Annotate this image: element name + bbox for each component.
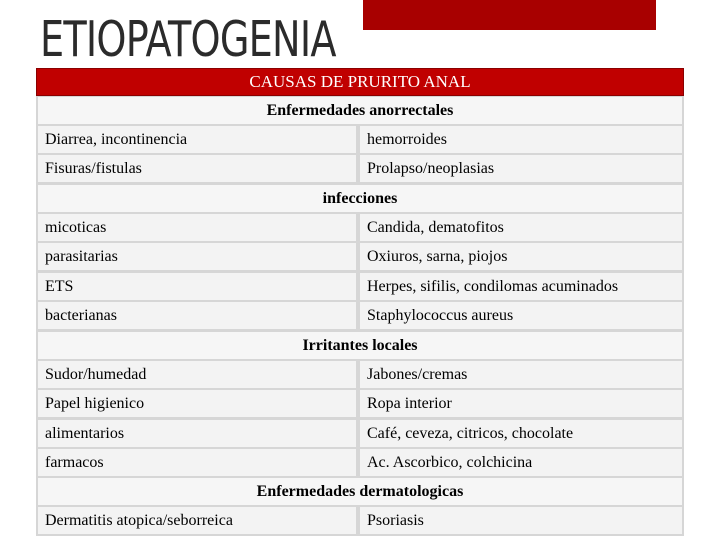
cause-category: Diarrea, incontinencia xyxy=(38,126,356,153)
cause-example: Jabones/cremas xyxy=(360,361,682,388)
table-header xyxy=(36,68,684,96)
table-row xyxy=(36,125,684,154)
cause-example: Ropa interior xyxy=(360,390,682,417)
cause-category: parasitarias xyxy=(38,243,356,270)
table-row xyxy=(36,506,684,535)
cause-example: Herpes, sifilis, condilomas acuminados xyxy=(360,273,682,300)
cause-example: Candida, dematofitos xyxy=(360,214,682,241)
table-row xyxy=(36,360,684,389)
section-label: Enfermedades dermatologicas xyxy=(38,478,682,505)
cause-example: Staphylococcus aureus xyxy=(360,302,682,329)
cause-example: Psoriasis xyxy=(360,507,682,534)
section-label: Irritantes locales xyxy=(38,332,682,359)
cause-category: Sudor/humedad xyxy=(38,361,356,388)
cause-example: Café, ceveza, citricos, chocolate xyxy=(360,420,682,447)
cause-example: Prolapso/neoplasias xyxy=(360,155,682,182)
causes-table xyxy=(36,96,684,536)
cause-category: Papel higienico xyxy=(38,390,356,417)
cause-category: farmacos xyxy=(38,449,356,476)
table-row xyxy=(36,419,684,448)
table-row xyxy=(36,301,684,330)
table-row xyxy=(36,213,684,242)
cause-category: Dermatitis atopica/seborreica xyxy=(38,507,356,534)
cause-category: Fisuras/fistulas xyxy=(38,155,356,182)
table-row xyxy=(36,242,684,271)
section-row xyxy=(36,331,684,360)
cause-example: hemorroides xyxy=(360,126,682,153)
section-label: Enfermedades anorrectales xyxy=(38,97,682,124)
table-row xyxy=(36,154,684,183)
slide-title: ETIOPATOGENIA xyxy=(40,11,336,68)
cause-category: micoticas xyxy=(38,214,356,241)
section-row xyxy=(36,477,684,506)
section-label: infecciones xyxy=(38,185,682,212)
cause-category: alimentarios xyxy=(38,420,356,447)
cause-category: ETS xyxy=(38,273,356,300)
table-row xyxy=(36,272,684,301)
cause-example: Oxiuros, sarna, piojos xyxy=(360,243,682,270)
table-row xyxy=(36,448,684,477)
title-accent-bar xyxy=(363,0,656,30)
table-header-label: CAUSAS DE PRURITO ANAL xyxy=(249,72,471,91)
section-row xyxy=(36,184,684,213)
section-row xyxy=(36,96,684,125)
cause-example: Ac. Ascorbico, colchicina xyxy=(360,449,682,476)
table-row xyxy=(36,389,684,418)
cause-category: bacterianas xyxy=(38,302,356,329)
